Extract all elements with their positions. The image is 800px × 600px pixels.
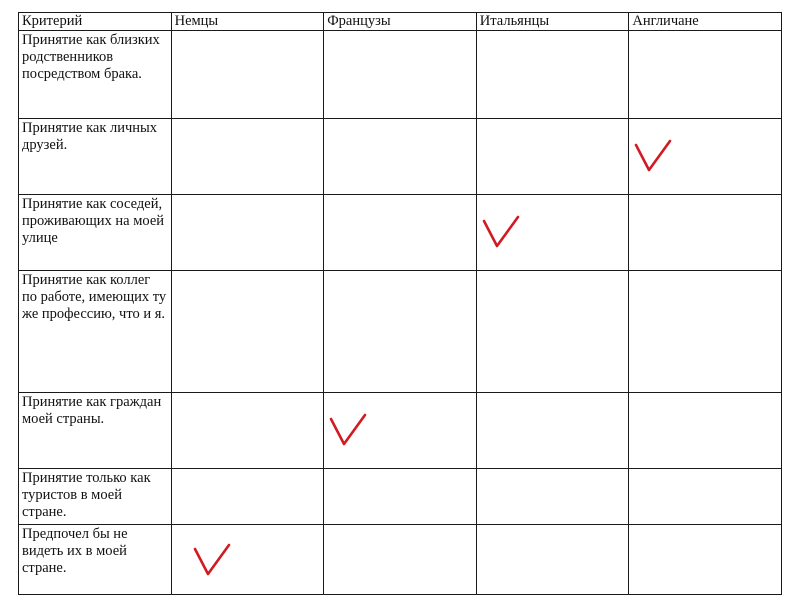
mark-cell-french	[324, 469, 477, 525]
mark-cell-italians	[476, 119, 629, 195]
mark-cell-english	[629, 393, 782, 469]
header-french: Французы	[324, 13, 477, 31]
mark-cell-french	[324, 271, 477, 393]
mark-cell-germans	[171, 119, 324, 195]
table-row	[19, 119, 782, 195]
mark-cell-french	[324, 195, 477, 271]
mark-cell-english	[629, 469, 782, 525]
table-row	[19, 31, 782, 119]
mark-cell-italians	[476, 195, 629, 271]
mark-cell-italians	[476, 31, 629, 119]
header-english: Англичане	[629, 13, 782, 31]
criterion-cell: Принятие как личных друзей.	[19, 119, 172, 195]
mark-cell-italians	[476, 469, 629, 525]
criterion-cell: Предпочел бы не видеть их в моей стране.	[19, 525, 172, 595]
mark-cell-germans	[171, 195, 324, 271]
table-row	[19, 393, 782, 469]
mark-cell-italians	[476, 525, 629, 595]
criterion-cell: Принятие как близких родственников посредством брака.	[19, 31, 172, 119]
mark-cell-germans	[171, 31, 324, 119]
criterion-cell: Принятие как граждан моей страны.	[19, 393, 172, 469]
checkmark-icon	[328, 411, 368, 451]
mark-cell-french	[324, 525, 477, 595]
mark-cell-french	[324, 393, 477, 469]
table-row	[19, 525, 782, 595]
table-row	[19, 271, 782, 393]
header-italians: Итальянцы	[476, 13, 629, 31]
header-criterion: Критерий	[19, 13, 172, 31]
checkmark-icon	[633, 137, 673, 177]
mark-cell-french	[324, 31, 477, 119]
header-germans: Немцы	[171, 13, 324, 31]
checkmark-icon	[481, 213, 521, 253]
mark-cell-french	[324, 119, 477, 195]
criterion-cell: Принятие только как туристов в моей стране.	[19, 469, 172, 525]
table-row	[19, 469, 782, 525]
mark-cell-germans	[171, 469, 324, 525]
mark-cell-germans	[171, 393, 324, 469]
header-row	[19, 13, 782, 31]
table-row	[19, 195, 782, 271]
mark-cell-english	[629, 195, 782, 271]
criteria-table	[18, 12, 782, 595]
mark-cell-germans	[171, 271, 324, 393]
checkmark-icon	[192, 541, 232, 581]
criterion-cell: Принятие как соседей, проживающих на моей улице	[19, 195, 172, 271]
mark-cell-italians	[476, 393, 629, 469]
criterion-cell: Принятие как коллег по работе, имеющих ту же профессию, что и я.	[19, 271, 172, 393]
mark-cell-english	[629, 525, 782, 595]
mark-cell-italians	[476, 271, 629, 393]
mark-cell-english	[629, 271, 782, 393]
mark-cell-english	[629, 119, 782, 195]
mark-cell-english	[629, 31, 782, 119]
mark-cell-germans	[171, 525, 324, 595]
